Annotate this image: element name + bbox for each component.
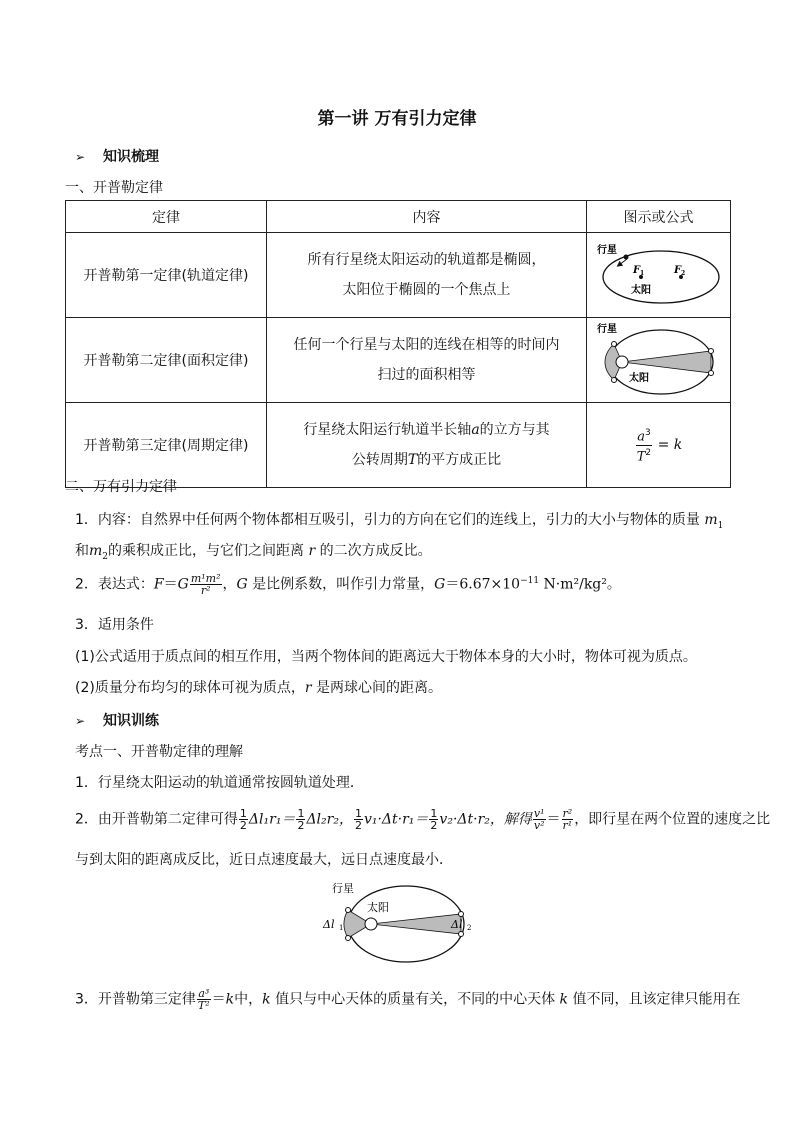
kepler-table: [65, 200, 731, 488]
table-header-row: [66, 201, 731, 233]
paragraph: 和$m_2$的乘积成正比，与它们之间距离 r 的二次方成反比。: [75, 543, 432, 562]
part2-heading: 二、万有引力定律: [65, 479, 177, 495]
svg-text:太阳: 太阳: [630, 285, 651, 296]
formula-paragraph: 2．表达式：F＝G $\frac{\text{m¹m²}}{\text{r²}}$ ，G 是比例系数，叫作引力常量，$G=6.67\times 10^{-11}$ N·m²/kg²。: [75, 572, 621, 597]
law-content: 任何一个行星与太阳的连线在相等的时间内 扫过的面积相等: [267, 318, 587, 403]
svg-text:1: 1: [639, 270, 644, 277]
law-content: 所有行星绕太阳运动的轨道都是椭圆， 太阳位于椭圆的一个焦点上: [267, 233, 587, 318]
svg-text:Δl: Δl: [323, 918, 335, 931]
area-law-diagram: [589, 318, 729, 398]
svg-text:太阳: 太阳: [628, 373, 649, 384]
law-name: 开普勒第三定律(周期定律): [66, 403, 267, 488]
law-name: 开普勒第二定律(面积定律): [66, 318, 267, 403]
table-header: 图示或公式: [587, 201, 731, 233]
paragraph: (2)质量分布均匀的球体可视为质点，r 是两球心间的距离。: [75, 680, 442, 696]
law-content: 行星绕太阳运行轨道半长轴a的立方与其 公转周期T的平方成正比: [267, 403, 587, 488]
table-row: [66, 233, 731, 318]
svg-text:太阳: 太阳: [367, 901, 389, 914]
svg-text:2: 2: [680, 270, 685, 277]
area-law-figure: [318, 878, 478, 970]
arrow-marker-icon: ➢: [75, 150, 86, 164]
table-row: [66, 403, 731, 488]
svg-text:1: 1: [339, 924, 344, 932]
svg-text:F: F: [673, 265, 681, 276]
table-header: 定律: [66, 201, 267, 233]
area-diagram-cell: [587, 318, 731, 403]
ellipse-diagram-cell: [587, 233, 731, 318]
svg-text:Δl: Δl: [451, 918, 463, 931]
svg-text:F: F: [632, 265, 640, 276]
topic-heading: 考点一、开普勒定律的理解: [75, 744, 243, 760]
svg-text:2: 2: [467, 924, 472, 932]
page-title: 第一讲 万有引力定律: [317, 109, 477, 129]
section-heading-knowledge: ➢ 知识梳理: [75, 149, 159, 165]
paragraph: (1)公式适用于质点间的相互作用，当两个物体间的距离远大于物体本身的大小时，物体可视为质点。: [75, 649, 697, 665]
orbit-ellipse-diagram: [589, 233, 729, 313]
formula-paragraph: 3．开普勒第三定律 $\frac{\text{a³}}{\text{T²}}$ ＝k中，k 值只与中心天体的质量有关，不同的中心天体 k 值不同，且该定律只能用在: [75, 987, 741, 1012]
law-name: 开普勒第一定律(轨道定律): [66, 233, 267, 318]
part1-heading: 一、开普勒定律: [65, 180, 163, 196]
table-row: [66, 318, 731, 403]
svg-text:行星: 行星: [596, 245, 617, 256]
formula-paragraph: 2．由开普勒第二定律可得 $\frac{1}{2}$ Δl₁r₁＝ $\frac{1}{2}$ Δl₂r₂， $\frac{1}{2}$ v₁·Δt·r₁＝ $\frac{1}{2}$ v₂·Δt·r₂，解得 $\frac{\text{v¹}}{\text{v²}}$ ＝ $\frac{\text{r²}}{\text{r¹}}$ ，即行星在两个位置的速度之比: [75, 807, 771, 832]
svg-text:行星: 行星: [332, 882, 354, 895]
third-law-formula: $\frac{a^3}{T^2}$ = k: [587, 403, 731, 488]
paragraph: 3．适用条件: [75, 617, 154, 633]
paragraph: 与到太阳的距离成反比，近日点速度最大，远日点速度最小．: [75, 852, 453, 868]
paragraph: 1．行星绕太阳运动的轨道通常按圆轨道处理．: [75, 775, 364, 791]
paragraph: 1．内容：自然界中任何两个物体都相互吸引，引力的方向在它们的连线上，引力的大小与物体的质量 $m_1$: [75, 512, 724, 531]
table-header: 内容: [267, 201, 587, 233]
arrow-marker-icon: ➢: [75, 714, 86, 728]
section-heading-training: ➢ 知识训练: [75, 713, 159, 729]
svg-text:行星: 行星: [596, 324, 617, 335]
